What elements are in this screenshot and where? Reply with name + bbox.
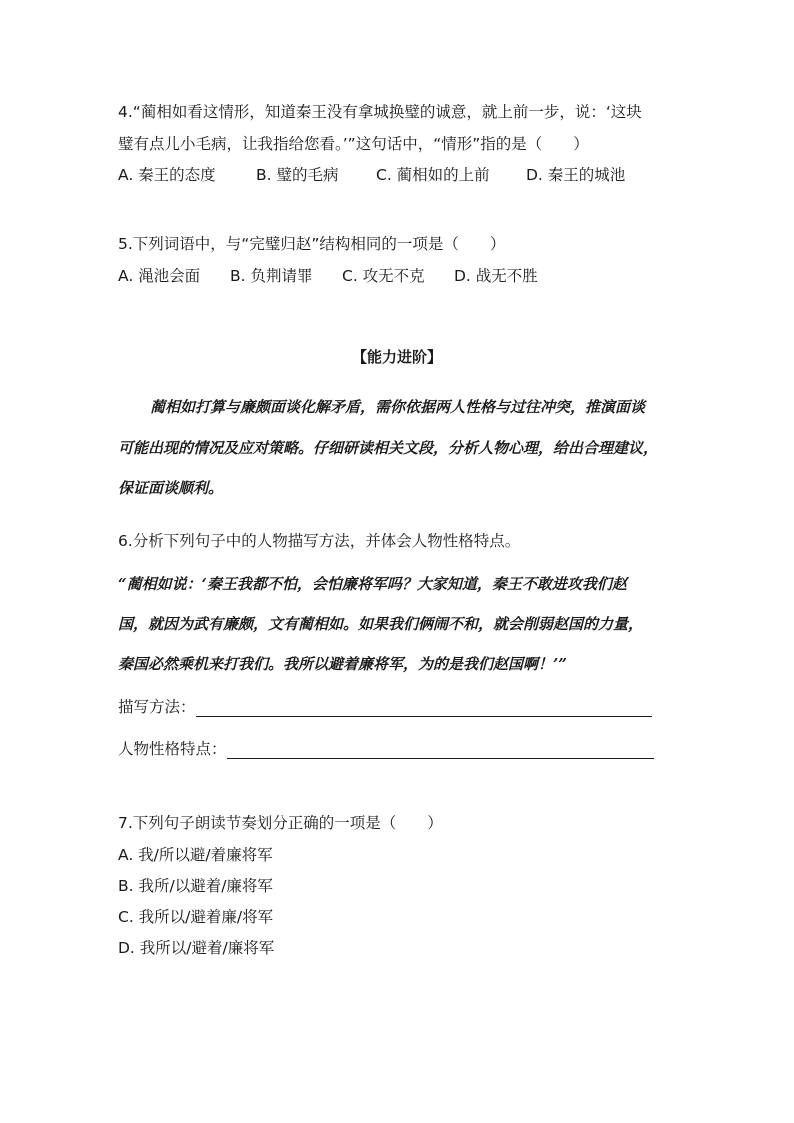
question-6-quote-line-3: 秦国必然乘机来打我们。我所以避着廉将军，为的是我们赵国啊！’” [118,655,567,673]
question-4-option-a[interactable]: A. 秦王的态度 [118,166,216,184]
section-intro-line-2: 可能出现的情况及应对策略。仔细研读相关文段，分析人物心理，给出合理建议， [118,439,659,457]
question-5-option-c[interactable]: C. 攻无不克 [342,267,425,285]
question-5-options [118,266,538,286]
question-4-option-b[interactable]: B. 璧的毛病 [256,166,339,184]
method-answer-blank[interactable] [196,702,652,717]
section-title: 【能力进阶】 [351,348,442,366]
question-7-option-c[interactable]: C. 我所以/避着廉/将军 [118,908,274,926]
section-intro-line-1: 蔺相如打算与廉颇面谈化解矛盾，需你依据两人性格与过往冲突，推演面谈 [150,398,646,416]
question-5-stem: 5.下列词语中，与“完璧归赵”结构相同的一项是（ ） [118,235,506,253]
question-7-option-a[interactable]: A. 我/所以避/着廉将军 [118,846,273,864]
question-4-options [118,165,625,185]
question-5-option-b[interactable]: B. 负荆请罪 [230,267,313,285]
question-4-line-1: 4.“蔺相如看这情形，知道秦王没有拿城换璧的诚意，就上前一步，说：‘这块 [118,103,642,121]
question-6-quote-line-1: “蔺相如说：‘秦王我都不怕，会怕廉将军吗？大家知道，秦王不敢进攻我们赵 [118,575,627,593]
question-5-option-d[interactable]: D. 战无不胜 [454,267,538,285]
method-label: 描写方法： [118,698,196,716]
answer-row-character [118,739,654,759]
question-4-line-2: 璧有点儿小毛病，让我指给您看。’”这句话中，“情形”指的是（ ） [118,135,589,153]
character-answer-blank[interactable] [227,744,654,759]
answer-row-method [118,697,652,717]
section-intro-line-3: 保证面谈顺利。 [118,479,224,497]
question-7-stem: 7.下列句子朗读节奏划分正确的一项是（ ） [118,814,443,832]
question-4-option-c[interactable]: C. 蔺相如的上前 [376,166,490,184]
question-5-option-a[interactable]: A. 渑池会面 [118,267,201,285]
question-7-option-d[interactable]: D. 我所以/避着/廉将军 [118,939,275,957]
question-4-option-d[interactable]: D. 秦王的城池 [526,166,626,184]
question-6-stem: 6.分析下列句子中的人物描写方法，并体会人物性格特点。 [118,532,521,550]
character-label: 人物性格特点： [118,740,227,758]
question-6-quote-line-2: 国，就因为武有廉颇，文有蔺相如。如果我们俩闹不和，就会削弱赵国的力量， [118,615,644,633]
question-7-option-b[interactable]: B. 我所/以避着/廉将军 [118,877,273,895]
